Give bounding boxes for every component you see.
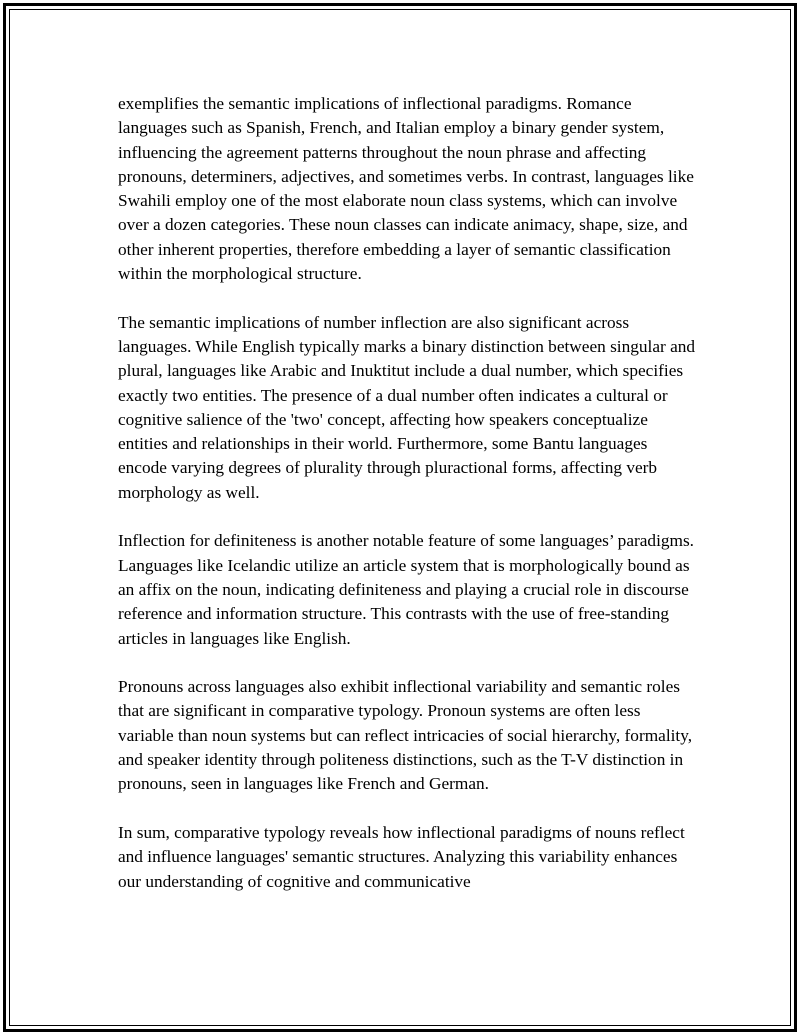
paragraph: In sum, comparative typology reveals how inflectional paradigms of nouns reflect and influence languages' semantic structures. Analyzing this variability enhances our understanding of cognitive and communicative <box>118 822 685 891</box>
document-body <box>118 92 698 918</box>
paragraph: The semantic implications of number inflection are also significant across languages. While English typically marks a binary distinction between singular and plural, languages like Arabic and Inuktitut include a dual number, which specifies exactly two entities. The presence of a dual number often indicates a cultural or cognitive salience of the 'two' concept, affecting how speakers conceptualize entities and relationships in their world. Furthermore, some Bantu languages encode varying degrees of plurality through pluractional forms, affecting verb morphology as well. <box>118 312 696 502</box>
paragraph: Pronouns across languages also exhibit inflectional variability and semantic roles that are significant in comparative typology. Pronoun systems are often less variable than noun systems but can reflect intricacies of social hierarchy, formality, and speaker identity through politeness distinctions, such as the T-V distinction in pronouns, seen in languages like French and German. <box>118 677 693 794</box>
paragraph: exemplifies the semantic implications of inflectional paradigms. Romance languages such as Spanish, French, and Italian employ a binary gender system, influencing the agreement patterns throughout the noun phrase and affecting pronouns, determiners, adjectives, and sometimes verbs. In contrast, languages like Swahili employ one of the most elaborate noun class systems, which can involve over a dozen categories. These noun classes can indicate animacy, shape, size, and other inherent properties, therefore embedding a layer of semantic classification within the morphological structure. <box>118 94 694 284</box>
paragraph: Inflection for definiteness is another notable feature of some languages’ paradigms. Languages like Icelandic utilize an article system that is morphologically bound as an affix on the noun, indicating definiteness and playing a crucial role in discourse reference and information structure. This contrasts with the use of free-standing articles in languages like English. <box>118 531 694 648</box>
